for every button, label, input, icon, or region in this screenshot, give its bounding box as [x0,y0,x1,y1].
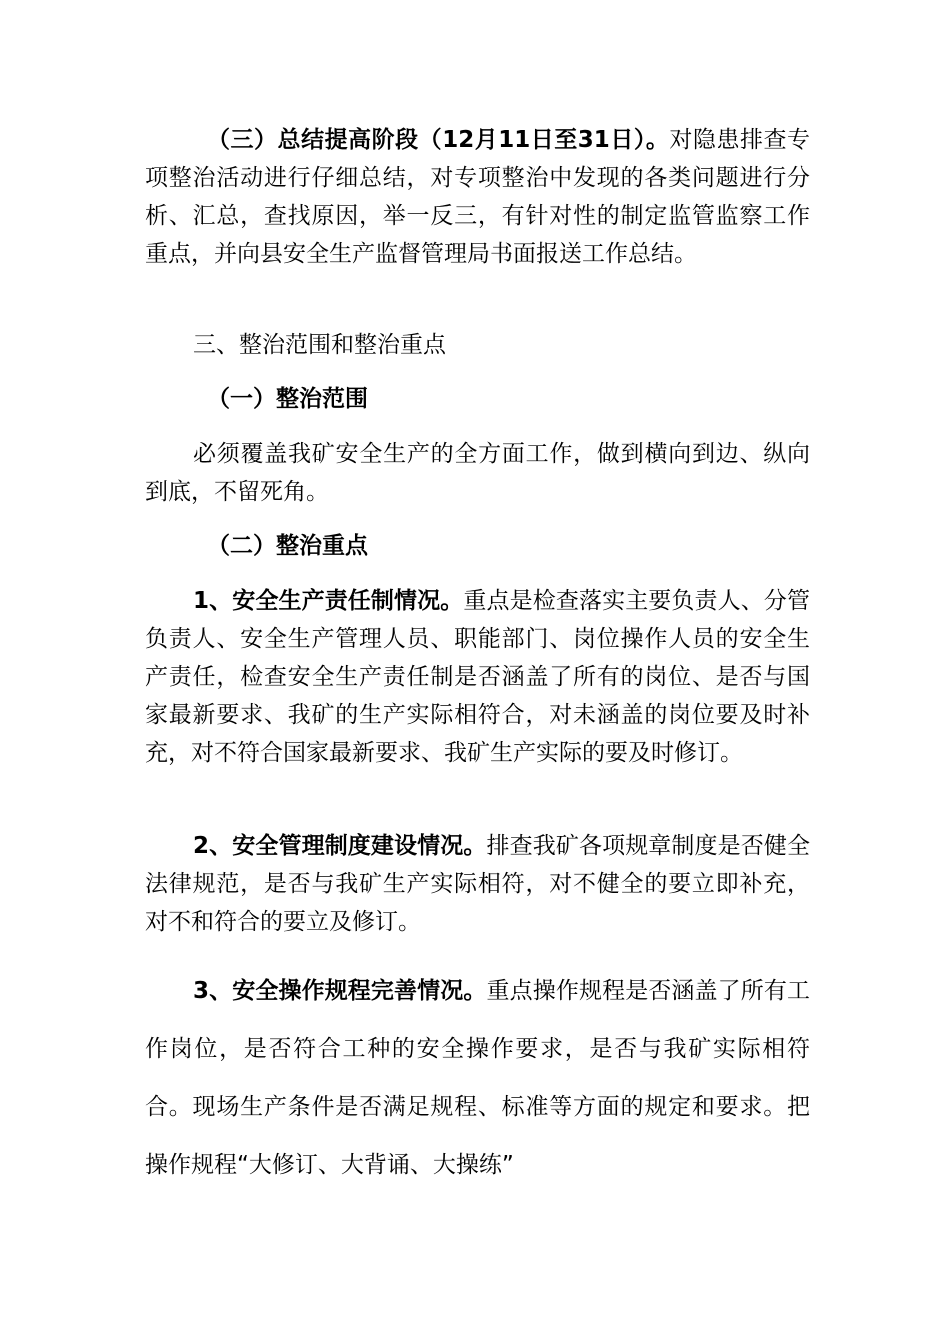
subheading-scope: （一）整治范围 [207,386,368,412]
paragraph-item-1 [145,582,810,772]
item-1-text: 重点是检查落实主要负责人、分管负责人、安全生产管理人员、职能部门、岗位操作人员的安全生产责任，检查安全生产责任制是否涵盖了所有的岗位、是否与国家最新要求、我矿的生产实际相符合，对未涵盖的岗位要及时补充，对不符合国家最新要求、我矿生产实际的要及时修订。 [145,588,810,766]
item-2-heading: 2、安全管理制度建设情况。 [193,833,487,859]
summary-stage-text: 对隐患排查专项整治活动进行仔细总结，对专项整治中发现的各类问题进行分析、汇总，查找原因，举一反三，有针对性的制定监管监察工作重点，并向县安全生产监督管理局书面报送工作总结。 [145,127,811,267]
paragraph-summary-stage [145,121,810,273]
paragraph-item-2 [145,827,810,941]
item-2-text: 排查我矿各项规章制度是否健全法律规范，是否与我矿生产实际相符，对不健全的要立即补充，对不和符合的要立及修订。 [145,833,810,935]
paragraph-item-3 [145,962,810,1194]
item-1-heading: 1、安全生产责任制情况。 [193,588,464,614]
section-heading-3: 三、整治范围和整治重点 [193,332,446,358]
item-3-heading: 3、安全操作规程完善情况。 [193,978,487,1004]
item-3-text: 重点操作规程是否涵盖了所有工作岗位，是否符合工种的安全操作要求，是否与我矿实际相符合。现场生产条件是否满足规程、标准等方面的规定和要求。把操作规程“大修订、大背诵、大操练” [145,978,810,1178]
subheading-focus: （二）整治重点 [207,533,368,559]
paragraph-scope: 必须覆盖我矿安全生产的全方面工作，做到横向到边、纵向到底，不留死角。 [145,441,810,505]
summary-stage-heading: （三）总结提高阶段（12月11日至31日）。 [207,127,670,153]
